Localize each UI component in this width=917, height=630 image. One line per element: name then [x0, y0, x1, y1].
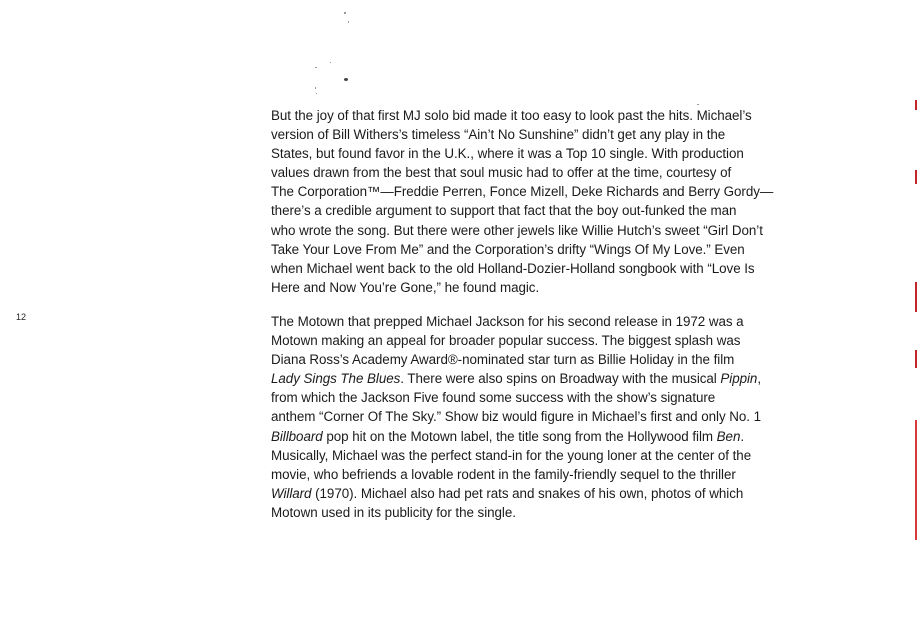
text-run: movie, who befriends a lovable rodent in the family-friendly sequel to the thriller — [271, 466, 736, 482]
text-run: Here and Now You’re Gone,” he found magic. — [271, 279, 540, 295]
italic-title: Willard — [271, 485, 312, 501]
italic-title: Lady Sings The Blues — [271, 371, 401, 387]
text-line — [271, 144, 793, 163]
text-run: . — [740, 428, 745, 444]
text-line — [271, 369, 793, 388]
text-run: there’s a credible argument to support that fact that the boy out-funked the man — [271, 203, 737, 219]
text-line — [271, 388, 793, 407]
scan-speck — [697, 104, 699, 105]
italic-title: Billboard — [271, 428, 323, 444]
scan-speck — [330, 62, 331, 63]
text-run: Motown making an appeal for broader popular success. The biggest splash was — [271, 333, 741, 349]
text-line — [271, 240, 793, 259]
article-body — [271, 106, 793, 522]
scan-speck — [348, 21, 349, 23]
text-line — [271, 427, 793, 446]
paragraph-2 — [271, 312, 793, 522]
text-run: States, but found favor in the U.K., where it was a Top 10 single. With production — [271, 146, 744, 162]
text-line — [271, 201, 793, 220]
text-line — [271, 259, 793, 278]
text-line — [271, 446, 793, 465]
text-run: Diana Ross’s Academy Award®-nominated star turn as Billie Holiday in the film — [271, 352, 735, 368]
text-run: The Motown that prepped Michael Jackson for his second release in 1972 was a — [271, 313, 744, 329]
scan-speck — [315, 67, 317, 68]
text-line — [271, 312, 793, 331]
text-line — [271, 407, 793, 426]
paragraph-1 — [271, 106, 793, 297]
text-line — [271, 182, 793, 201]
text-run: when Michael went back to the old Holland-Dozier-Holland songbook with “Love Is — [271, 260, 755, 276]
scan-speck — [344, 78, 348, 81]
text-line — [271, 350, 793, 369]
scan-speck — [344, 12, 346, 14]
italic-title: Ben — [716, 428, 741, 444]
italic-title: Pippin — [720, 371, 758, 387]
text-run: version of Bill Withers’s timeless “Ain’t No Sunshine” didn’t get any play in the — [271, 127, 726, 143]
scan-speck — [316, 93, 317, 94]
text-line — [271, 221, 793, 240]
text-run: pop hit on the Motown label, the title song from the Hollywood film — [322, 428, 717, 444]
text-run: Motown used in its publicity for the single. — [271, 504, 516, 520]
text-run: who wrote the song. But there were other jewels like Willie Hutch’s sweet “Girl Don’t — [271, 222, 763, 238]
text-run: values drawn from the best that soul music had to offer at the time, courtesy of — [271, 165, 732, 181]
text-run: (1970). Michael also had pet rats and snakes of his own, photos of which — [311, 485, 744, 501]
text-run: from which the Jackson Five found some success with the show’s signature — [271, 390, 716, 406]
text-line — [271, 106, 793, 125]
text-run: . There were also spins on Broadway with the musical — [400, 371, 721, 387]
text-line — [271, 503, 793, 522]
text-run: , — [757, 371, 761, 387]
text-line — [271, 465, 793, 484]
text-line — [271, 163, 793, 182]
text-line — [271, 278, 793, 297]
text-run: anthem “Corner Of The Sky.” Show biz would figure in Michael’s first and only No. 1 — [271, 409, 762, 425]
text-run: But the joy of that first MJ solo bid made it too easy to look past the hits. Michael’s — [271, 108, 752, 123]
text-run: Musically, Michael was the perfect stand-in for the young loner at the center of the — [271, 447, 752, 463]
text-line — [271, 125, 793, 144]
text-run: The Corporation™—Freddie Perren, Fonce Mizell, Deke Richards and Berry Gordy— — [271, 184, 774, 200]
text-line — [271, 484, 793, 503]
page-number: 12 — [16, 312, 27, 322]
scan-speck — [315, 87, 316, 89]
text-run: Take Your Love From Me” and the Corporation’s drifty “Wings Of My Love.” Even — [271, 241, 745, 257]
text-line — [271, 331, 793, 350]
